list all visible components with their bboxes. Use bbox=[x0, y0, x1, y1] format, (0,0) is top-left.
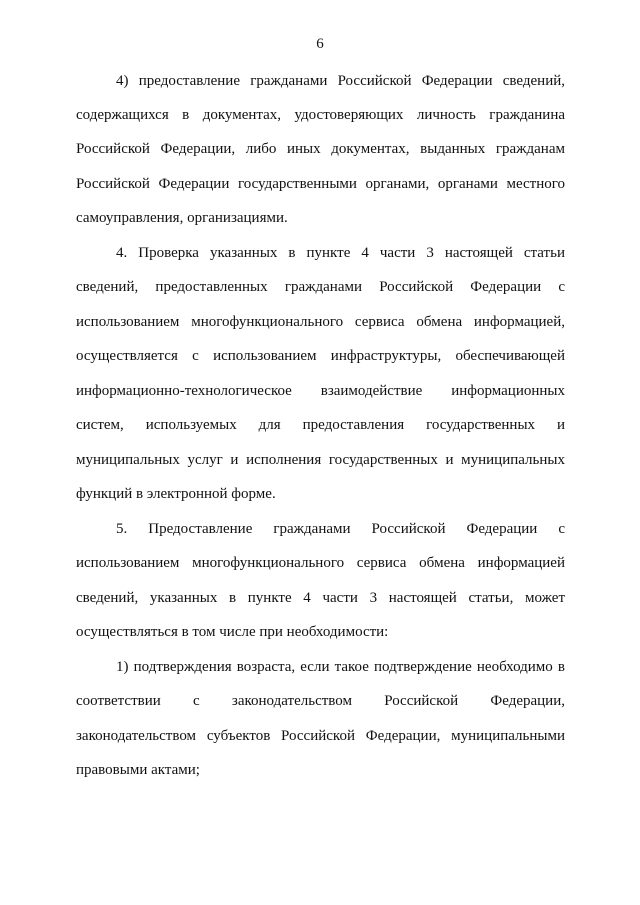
text-line: Российской Федерации государственными органами, органами местного bbox=[76, 176, 565, 192]
text-line: сведений, предоставленных гражданами Российской Федерации с bbox=[76, 279, 565, 295]
text-line: соответствии с законодательством Российской Федерации, bbox=[76, 693, 565, 709]
text-line: использованием многофункционального сервиса обмена информацией bbox=[76, 555, 565, 571]
text-line: функций в электронной форме. bbox=[76, 486, 276, 502]
text-line: осуществляться в том числе при необходимости: bbox=[76, 624, 389, 640]
text-line: Российской Федерации, либо иных документах, выданных гражданам bbox=[76, 141, 565, 157]
text-line: систем, используемых для предоставления государственных и bbox=[76, 417, 565, 433]
text-line: осуществляется с использованием инфраструктуры, обеспечивающей bbox=[76, 348, 565, 364]
text-line: 1) подтверждения возраста, если такое подтверждение необходимо в bbox=[116, 659, 565, 675]
text-line: сведений, указанных в пункте 4 части 3 настоящей статьи, может bbox=[76, 590, 565, 606]
text-line: содержащихся в документах, удостоверяющих личность гражданина bbox=[76, 107, 565, 123]
text-line: 4) предоставление гражданами Российской Федерации сведений, bbox=[116, 73, 565, 89]
text-line: самоуправления, организациями. bbox=[76, 210, 288, 226]
text-line: законодательством субъектов Российской Федерации, муниципальными bbox=[76, 728, 565, 744]
text-line: 4. Проверка указанных в пункте 4 части 3 настоящей статьи bbox=[116, 245, 565, 261]
text-line: 5. Предоставление гражданами Российской Федерации с bbox=[116, 521, 565, 537]
text-line: использованием многофункционального сервиса обмена информацией, bbox=[76, 314, 565, 330]
page-number: 6 bbox=[316, 36, 324, 52]
text-line: информационно-технологическое взаимодействие информационных bbox=[76, 383, 565, 399]
text-line: правовыми актами; bbox=[76, 762, 200, 778]
text-line: муниципальных услуг и исполнения государственных и муниципальных bbox=[76, 452, 565, 468]
